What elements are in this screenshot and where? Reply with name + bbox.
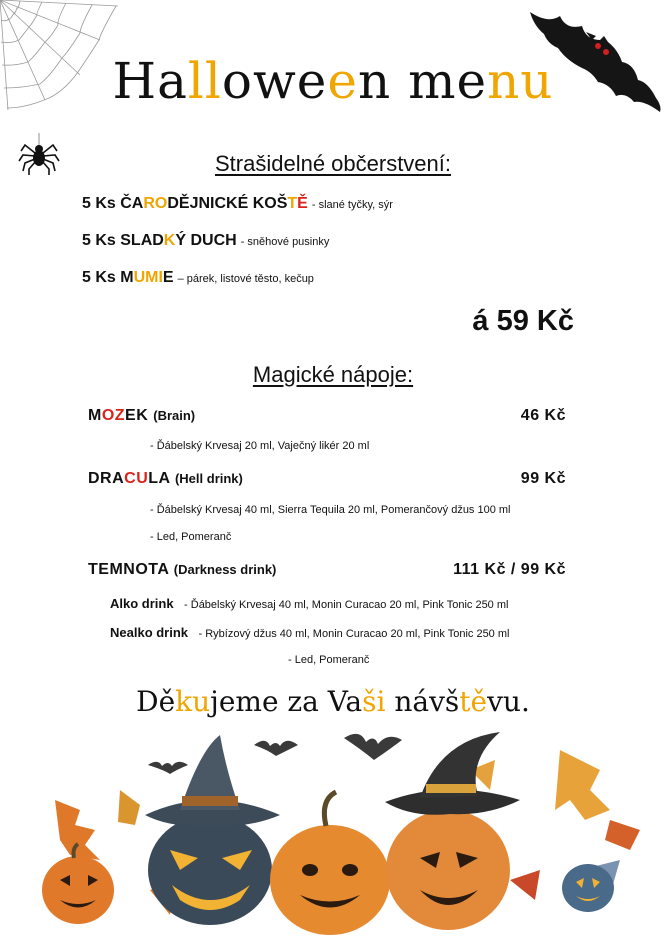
pumpkin-icon [148, 815, 272, 925]
temnota-extra: - Led, Pomeranč [288, 654, 370, 666]
snack-item: 5 Ks ČARODĚJNICKÉ KOŠTĚ - slané tyčky, sýr [82, 195, 393, 212]
drink-ingredients: - Ďábelský Krvesaj 20 ml, Vaječný likér 20 ml [150, 440, 370, 452]
bat-icon [148, 734, 402, 774]
drink-price: 99 Kč [520, 470, 566, 487]
alko-ingredients: - Ďábelský Krvesaj 40 ml, Monin Curacao 20 ml, Pink Tonic 250 ml [184, 599, 509, 611]
drink-price: 111 Kč / 99 Kč [453, 561, 566, 578]
snacks-heading: Strašidelné občerstvení: [214, 151, 452, 176]
pumpkin-icon [270, 792, 390, 935]
nealko-label: Nealko drink [110, 625, 189, 640]
drink-ingredients: - Ďábelský Krvesaj 40 ml, Sierra Tequila 20 ml, Pomerančový džus 100 ml [150, 504, 511, 516]
drink-name: TEMNOTA (Darkness drink) [88, 561, 277, 578]
pumpkin-icon [562, 864, 614, 912]
drink-name: MOZEK (Brain) [88, 407, 196, 424]
snacks-price: á 59 Kč [472, 305, 574, 337]
drink-name: DRACULA (Hell drink) [88, 470, 243, 487]
snack-item: 5 Ks MUMIE – párek, listové těsto, kečup [82, 269, 314, 286]
thanks-message: Děkujeme za Vaši návštěvu. [136, 685, 530, 718]
nealko-ingredients: - Rybízový džus 40 ml, Monin Curacao 20 ml, Pink Tonic 250 ml [198, 628, 510, 640]
alko-drink-line [110, 595, 508, 613]
page-title: Halloween menu [112, 52, 554, 110]
pumpkin-icon [42, 844, 114, 924]
nealko-drink-line [110, 624, 509, 642]
pumpkin-icon [386, 810, 510, 930]
alko-label: Alko drink [110, 596, 174, 611]
snack-item: 5 Ks SLADKÝ DUCH - sněhové pusinky [82, 232, 330, 249]
drink-price: 46 Kč [520, 407, 566, 424]
pumpkin-illustration [0, 730, 666, 945]
drink-ingredients: - Led, Pomeranč [150, 531, 232, 543]
drinks-heading: Magické nápoje: [252, 362, 414, 387]
witch-hat-icon [145, 735, 280, 826]
witch-hat-icon [385, 732, 520, 815]
